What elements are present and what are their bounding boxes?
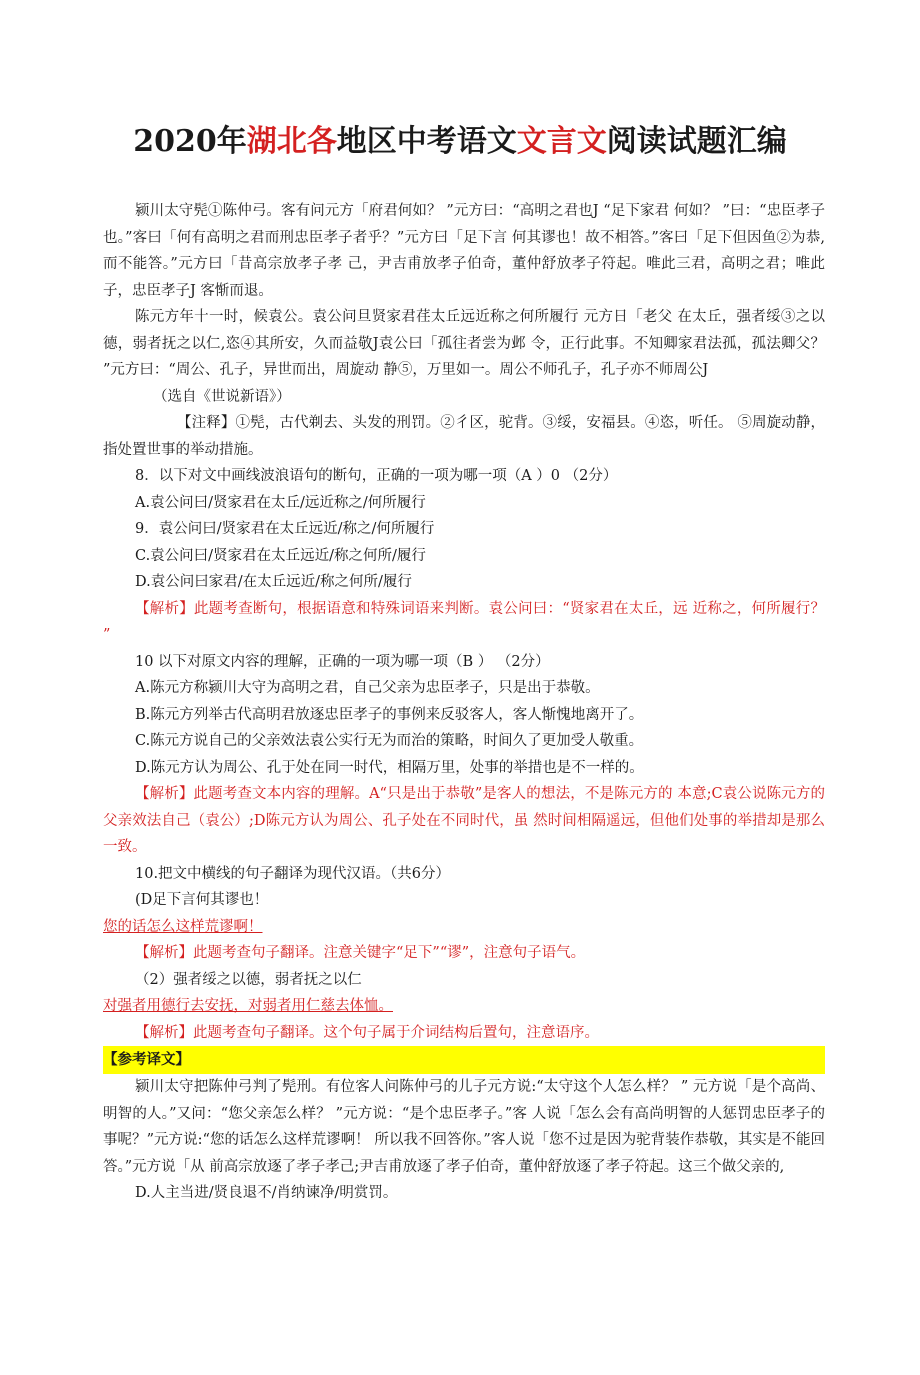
question-9-option-b: B.陈元方列举古代高明君放逐忠臣孝子的事例来反驳客人，客人惭愧地离开了。	[135, 706, 644, 723]
question-10-sentence-2: （2）强者绥之以德，弱者抚之以仁	[135, 971, 362, 988]
title-part3: 地区中考语文	[336, 124, 517, 159]
question-10-answer-2: 对强者用德行去安抚，对弱者用仁慈去体恤。	[103, 998, 393, 1014]
question-10-sentence-1: (D足下言何其谬也！	[135, 892, 269, 908]
page-title	[0, 122, 920, 162]
question-8-stem: 8．以下对文中画线波浪语句的断句，正确的一项为哪一项（A ）0 （2分）	[135, 468, 618, 484]
reference-translation-heading: 【参考译文】	[103, 1046, 825, 1074]
question-8-option-d: D.袁公问曰家君/在太丘远近/称之何所/履行	[135, 574, 412, 590]
question-10-answer-1: 您的话怎么这样荒谬啊！	[103, 918, 263, 935]
passage-paragraph-1: 颍川太守髡①陈仲弓。客有问元方「府君何如？ ”元方曰：“高明之君也J “足下家君 何如？ ”曰：“忠臣孝子也。”客曰「何有高明之君而刑忠臣孝子者乎？”元方曰「足下言 何其谬也！故不相答。”客曰「足下但因鱼②为恭,而不能答。”元方曰「昔高宗放孝子孝 己，尹吉甫放孝子伯奇，董仲舒放孝子符起。唯此三君，高明之君；唯此子，忠臣孝子J 客惭而退。	[103, 203, 825, 299]
passage-source: （选自《世说新语》）	[153, 388, 291, 405]
title-part2: 湖北各	[246, 124, 337, 159]
question-8-option-b: 9．袁公问曰/贤家君在太丘远近/称之/何所履行	[135, 521, 435, 537]
question-10-stem: 10.把文中横线的句子翻译为现代汉语。（共6分）	[135, 865, 451, 882]
question-8-analysis: 【解析】此题考查断句，根据语意和特殊词语来判断。袁公问曰：“贤家君在太丘，远 近称之，何所履行？ ”	[103, 600, 825, 643]
title-part1: 年	[216, 124, 247, 159]
question-8-option-a: A.袁公问曰/贤家君在太丘/远近称之/何所履行	[135, 494, 426, 511]
reference-translation-paragraph: 颍川太守把陈仲弓判了髡刑。有位客人问陈仲弓的儿子元方说:“太守这个人怎么样？ ” 元方说「是个高尚、明智的人。”又问：“您父亲怎么样？ ”元方说：“是个忠臣孝子。”客 人说「怎么会有高尚明智的人惩罚忠臣孝子的事呢？”元方说:“您的话怎么这样荒谬啊！ 所以我不回答你。”客人说「您不过是因为驼背装作恭敬，其实是不能回答。”元方说「从 前高宗放逐了孝子孝己;尹吉甫放逐了孝子伯奇，董仲舒放逐了孝子符起。这三个做父亲的,	[103, 1079, 825, 1175]
question-9-option-a: A.陈元方称颍川大守为高明之君，自己父亲为忠臣孝子，只是出于恭敬。	[135, 680, 600, 696]
title-year: 2020	[133, 124, 217, 159]
question-9-option-d: D.陈元方认为周公、孔于处在同一时代，相隔万里，处事的举措也是不一样的。	[135, 759, 644, 776]
question-8-option-c: C.袁公问曰/贤家君在太丘远近/称之何所/履行	[135, 547, 426, 564]
question-9-stem: 10 以下对原文内容的理解，正确的一项为哪一项（B ） （2分）	[135, 653, 550, 670]
question-9-option-c: C.陈元方说自己的父亲效法袁公实行无为而治的策略，时间久了更加受人敬重。	[135, 733, 644, 749]
question-10-analysis-1: 【解析】此题考查句子翻译。注意关键字“足下”“谬”，注意句子语气。	[135, 945, 586, 961]
trailing-option-d: D.人主当进/贤良退不/肖纳谏净/明赏罚。	[135, 1185, 398, 1201]
passage-notes: 【注释】①髡，古代剃去、头发的刑罚。②彳区，驼背。③绥，安福县。④恣，听任。 ⑤周旋动静，指处置世事的举动措施。	[103, 415, 825, 458]
document-body	[103, 198, 825, 1207]
title-part4: 文言文	[516, 124, 607, 159]
title-part5: 阅读试题汇编	[606, 124, 787, 159]
question-10-analysis-2: 【解析】此题考查句子翻译。这个句子属于介词结构后置句，注意语序。	[135, 1024, 599, 1041]
passage-paragraph-2: 陈元方年十一时，候袁公。袁公问旦贤家君荏太丘远近称之何所履行 元方日「老父 在太丘，强者绥③之以德，弱者抚之以仁,恣④其所安，久而益敬J袁公曰「孤往者尝为邺 令，正行此事。不知卿家君法孤，孤法卿父？ ”元方曰：“周公、孔子，异世而出，周旋动 静⑤，万里如一。周公不师孔子，孔子亦不师周公J	[103, 309, 825, 378]
question-9-analysis: 【解析】此题考查文本内容的理解。A“只是出于恭敬”是客人的想法，不是陈元方的 本意;C袁公说陈元方的父亲效法自己（袁公）;D陈元方认为周公、孔子处在不同时代，虽 然时间相隔遥远，但他们处事的举措却是那么一致。	[103, 786, 825, 855]
